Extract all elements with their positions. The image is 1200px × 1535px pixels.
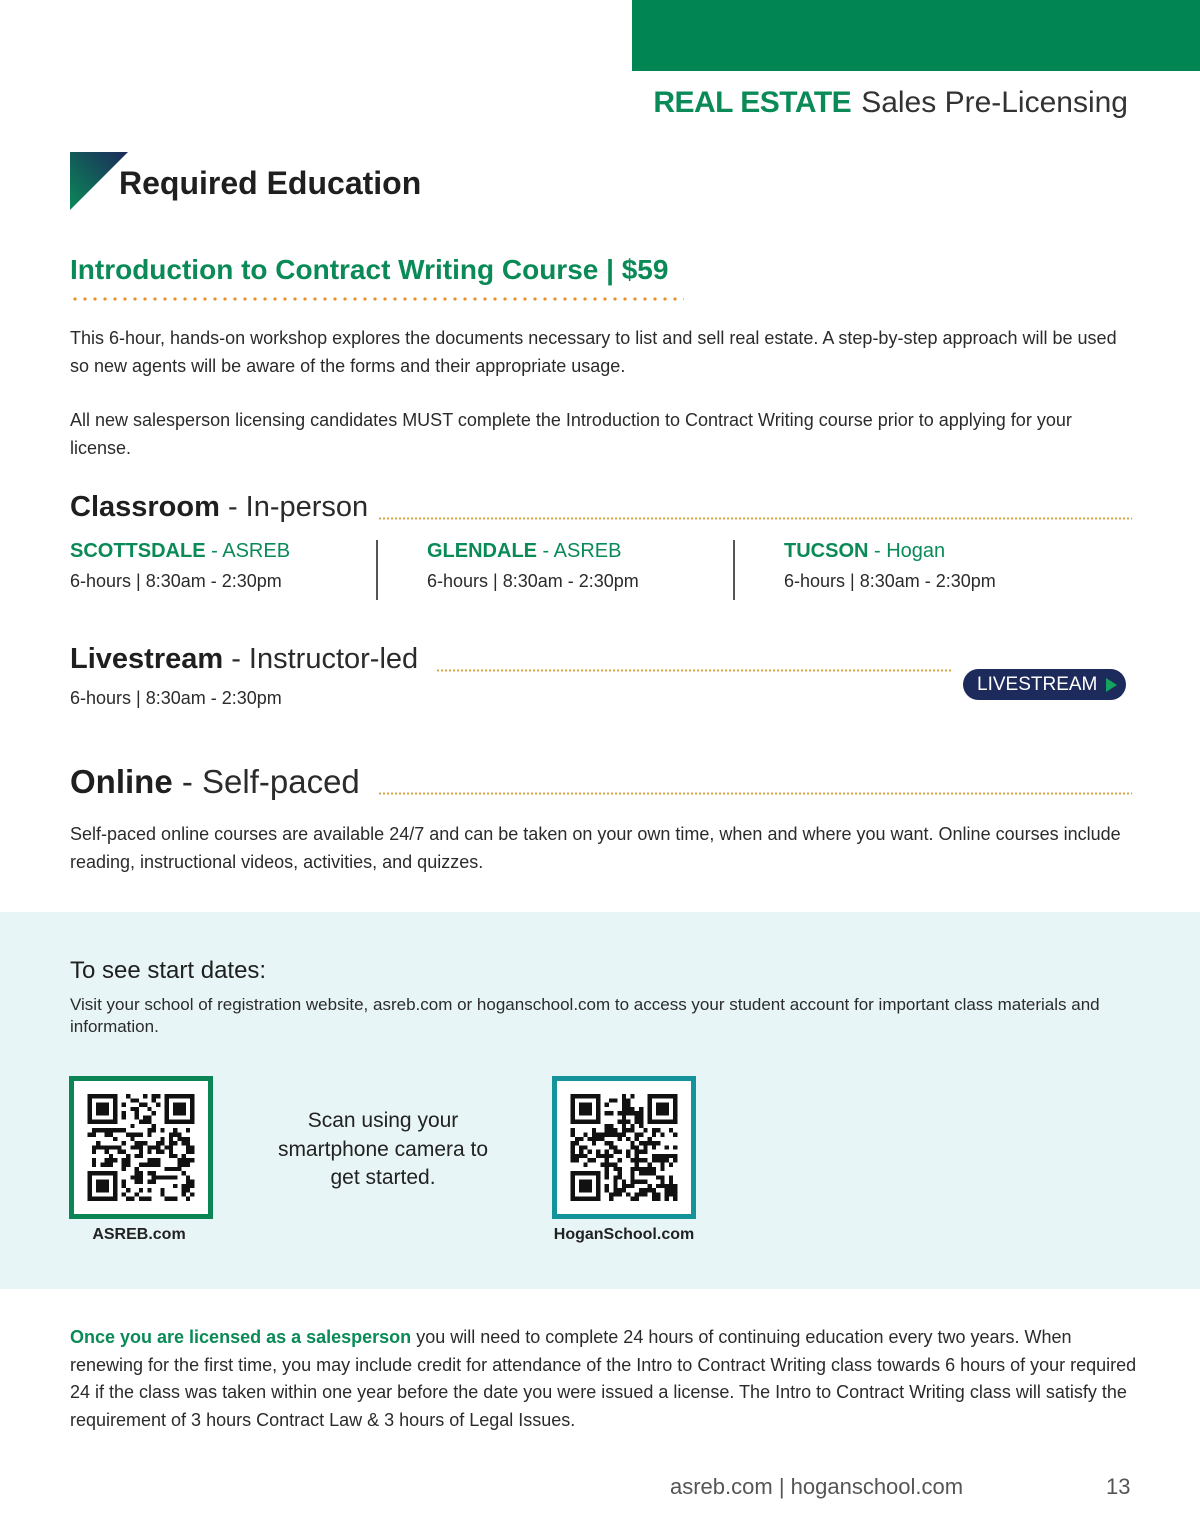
page-header-title [653,86,1128,120]
online-heading [70,763,360,801]
scan-instructions: Scan using your smartphone camera to get started. [277,1109,489,1189]
classroom-label-light: - In-person [219,491,369,523]
hogan-qr-label: HoganSchool.com [553,1226,695,1243]
classroom-dotted-leader [378,517,1132,520]
livestream-button[interactable] [963,669,1126,700]
start-dates-text: Visit your school of registration website, asreb.com or hoganschool.com to access your student account for important class materials and information. [70,995,1100,1036]
header-title-light: Sales Pre-Licensing [861,86,1128,119]
header-title-strong: REAL ESTATE [653,86,852,119]
livestream-label-bold: Livestream [70,643,224,675]
location-city: GLENDALE [427,540,537,562]
column-divider [733,540,735,600]
location-city: SCOTTSDALE [70,540,206,562]
location-glendale [427,540,639,592]
course-title: Introduction to Contract Writing Course | $59 [70,254,669,285]
hogan-qr-code[interactable] [552,1076,696,1219]
page-number: 13 [1106,1474,1131,1499]
online-description: Self-paced online courses are available 24/7 and can be taken on your own time, when and where you want. Online courses include reading, instructional videos, activities, and quizzes. [70,824,1121,872]
qr-code-icon [570,1094,678,1201]
licensed-note-lead: Once you are licensed as a salesperson [70,1327,412,1347]
footer-sites: asreb.com | hoganschool.com [670,1474,964,1499]
location-tucson [784,540,996,592]
asreb-qr-code[interactable] [69,1076,213,1219]
start-dates-title: To see start dates: [70,957,267,984]
classroom-heading [70,491,368,524]
location-time: 6-hours | 8:30am - 2:30pm [70,571,282,591]
location-school: - ASREB [537,540,622,562]
livestream-button-label: LIVESTREAM [977,673,1098,695]
livestream-dotted-leader [436,669,952,672]
location-time: 6-hours | 8:30am - 2:30pm [784,571,996,591]
column-divider [376,540,378,600]
online-label-light: - Self-paced [172,763,360,800]
location-school: - Hogan [868,540,946,562]
play-arrow-icon [1106,678,1117,692]
header-color-band [632,0,1200,71]
licensed-note [70,1324,1140,1434]
location-school: - ASREB [205,540,291,562]
asreb-qr-label: ASREB.com [92,1226,186,1243]
course-requirement: All new salesperson licensing candidates MUST complete the Introduction to Contract Writing course prior to applying for your license. [70,410,1072,458]
livestream-label-light: - Instructor-led [223,643,419,675]
location-city: TUCSON [784,540,869,562]
licensed-note-text: you will need to complete 24 hours of continuing education every two years. When renewing for the first time, you may include credit for attendance of the Intro to Contract Writing class towards 6 hours of your required 24 if the class was taken within one year before the date you were issued a license. The Intro to Contract Writing class will satisfy the requirement of 3 hours Contract Law & 3 hours of Legal Issues. [70,1327,1137,1430]
course-description: This 6-hour, hands-on workshop explores the documents necessary to list and sell real estate. A step-by-step approach will be used so new agents will be aware of the forms and their appropriate usage. [70,328,1117,376]
section-title: Required Education [119,165,422,201]
online-label-bold: Online [70,763,173,800]
classroom-label-bold: Classroom [70,491,220,523]
qr-code-icon [87,1094,195,1201]
livestream-time: 6-hours | 8:30am - 2:30pm [70,688,282,708]
livestream-heading [70,643,418,676]
online-dotted-leader [378,792,1132,795]
course-title-dotted-rule [70,297,684,301]
location-time: 6-hours | 8:30am - 2:30pm [427,571,639,591]
location-scottsdale [70,540,290,592]
